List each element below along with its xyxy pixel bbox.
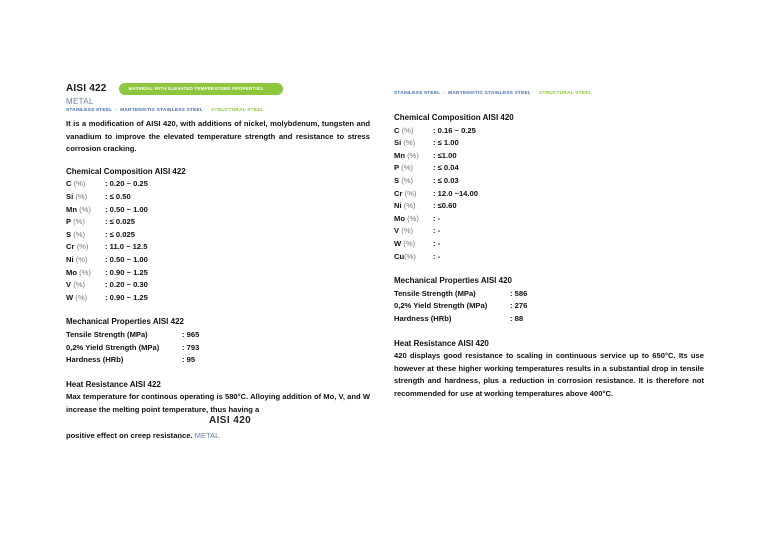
category-stainless-steel[interactable]: STAINLESS STEEL [66,108,113,113]
property-value: : 88 [510,313,524,323]
property-row [394,300,704,313]
element-symbol: S [66,229,72,239]
property-value: : 793 [182,342,200,352]
category-breadcrumb [394,90,704,98]
element-symbol: Si [394,138,402,148]
composition-row [394,225,704,238]
composition-value: : - [433,238,441,248]
composition-value: : ≤0.60 [433,201,457,211]
element-symbol: V [66,280,72,290]
composition-value: : 12.0 ~14.00 [433,188,478,198]
element-symbol: Ni [66,254,74,264]
heat-resistance-paragraph: 420 displays good resistance to scaling in continuous service up to 650°C. Its use however at these higher working temperatures results in a substantial drop in tensile strength and hardness, plus a reduction in corrosion resistance. It is therefore not recommended for use at working temperatures above 400°C. [394,351,704,398]
composition-value: : 0.20 ~ 0.25 [105,179,148,189]
element-symbol: V [394,226,400,236]
element-symbol: Ni [394,201,402,211]
element-symbol: Mn [66,204,77,214]
composition-row [394,251,704,264]
property-value: : 965 [182,329,200,339]
composition-value: : 0.50 ~ 1.00 [105,204,148,214]
composition-row [394,137,704,150]
property-label: 0,2% Yield Strength (MPa) [394,301,488,311]
composition-value: : - [433,251,441,261]
unit-label: (%) [75,254,88,264]
unit-label: (%) [73,179,86,189]
unit-label: (%) [79,204,91,214]
breadcrumb-separator: › [115,108,118,113]
property-label: Tensile Strength (MPa) [394,288,476,298]
unit-label: (%) [401,125,414,135]
breadcrumb-separator: › [443,91,446,96]
composition-value: : 11.0 ~ 12.5 [105,242,148,252]
composition-row [66,241,370,254]
property-row [66,342,370,355]
heat-resistance-title: Heat Resistance AISI 422 [66,379,161,389]
element-symbol: Cr [66,242,75,252]
unit-label: (%) [73,280,86,290]
composition-row [66,292,370,305]
mechanical-properties-list [66,329,370,367]
element-symbol: C [394,125,400,135]
category-martensitic-stainless-steel[interactable]: MARTENSITIC STAINLESS STEEL [448,91,532,96]
element-symbol: Si [66,191,74,201]
element-symbol: C [66,179,72,189]
category-breadcrumb [66,107,370,115]
intro-paragraph: It is a modification of AISI 420, with additions of nickel, molybdenum, tungsten and vanadium to improve the elevated temperature strength and resistance to stress corrosion cracking. [66,119,370,154]
composition-row [394,162,704,175]
property-label: Hardness (HRb) [66,355,124,365]
category-martensitic-stainless-steel[interactable]: MARTENSITIC STAINLESS STEEL [120,108,204,113]
element-symbol: Cu [394,251,405,261]
page-title: AISI 422 [66,82,107,94]
composition-value: : ≤ 0.03 [433,175,459,185]
property-label: Hardness (HRb) [394,313,452,323]
property-value: : 95 [182,355,196,365]
aisi-422-column [66,82,370,416]
unit-label: (%) [76,242,89,252]
header-row [66,82,370,96]
composition-value: : 0.20 ~ 0.30 [105,280,148,290]
unit-label: (%) [403,201,416,211]
unit-label: (%) [404,188,417,198]
composition-row [394,238,704,251]
composition-row [394,150,704,163]
mechanical-properties-list [394,288,704,326]
category-structural-steel[interactable]: STRUCTURAL STEEL [539,91,592,96]
unit-label: (%) [75,292,88,302]
composition-row [66,191,370,204]
unit-label: (%) [73,229,86,239]
unit-label: (%) [73,217,85,227]
chemical-composition-list [66,178,370,304]
element-symbol: Mo [66,267,77,277]
unit-label: (%) [79,267,91,277]
mechanical-properties-title: Mechanical Properties AISI 420 [394,276,512,286]
element-symbol: W [66,292,74,302]
property-value: : 586 [510,288,528,298]
chemical-composition-list [394,125,704,264]
composition-row [394,175,704,188]
composition-value: : 0.16 ~ 0.25 [433,125,476,135]
element-symbol: Mo [394,213,405,223]
composition-row [66,254,370,267]
composition-row [66,204,370,217]
unit-label: (%) [401,226,414,236]
heat-resistance-tail-text: positive effect on creep resistance. [66,431,193,440]
composition-value: : - [433,226,441,236]
composition-value: : ≤ 1.00 [433,138,459,148]
composition-row [394,200,704,213]
composition-row [66,216,370,229]
unit-label: (%) [401,175,414,185]
unit-label: (%) [75,191,88,201]
composition-row [394,125,704,138]
category-structural-steel[interactable]: STRUCTURAL STEEL [211,108,264,113]
unit-label: (%) [407,213,419,223]
element-symbol: P [66,217,71,227]
unit-label: (%) [403,238,416,248]
element-symbol: S [394,175,400,185]
composition-row [66,229,370,242]
unit-label: (%) [403,138,416,148]
property-row [66,329,370,342]
property-label: 0,2% Yield Strength (MPa) [66,342,160,352]
unit-label: (%) [404,251,416,261]
element-symbol: W [394,238,402,248]
metal-label: METAL [66,97,94,106]
composition-value: : ≤ 0.025 [105,217,135,227]
heat-resistance-tail [66,431,219,440]
chemical-composition-title: Chemical Composition AISI 420 [394,113,514,122]
aisi-420-overlay-title: AISI 420 [209,415,252,426]
composition-value: : ≤1.00 [433,150,457,160]
property-row [66,354,370,367]
mechanical-properties-title: Mechanical Properties AISI 422 [66,317,184,327]
composition-value: : 0.90 ~ 1.25 [105,292,148,302]
aisi-420-column [394,90,704,400]
category-stainless-steel[interactable]: STAINLESS STEEL [394,91,441,96]
unit-label: (%) [407,150,419,160]
unit-label: (%) [401,163,413,173]
composition-value: : ≤ 0.025 [105,229,135,239]
metal-label-small: METAL [194,431,220,440]
material-badge: MATERIAL WITH ELEVATED TEMPERATURE PROPERTIES [119,83,284,95]
property-value: : 276 [510,301,528,311]
property-row [394,288,704,301]
composition-row [394,188,704,201]
element-symbol: Mn [394,150,405,160]
composition-value: : 0.50 ~ 1.00 [105,254,148,264]
property-row [394,313,704,326]
composition-value: : 0.90 ~ 1.25 [105,267,148,277]
composition-value: : ≤ 0.04 [433,163,459,173]
chemical-composition-title: Chemical Composition AISI 422 [66,166,186,176]
element-symbol: Cr [394,188,403,198]
composition-row [66,267,370,280]
composition-row [66,279,370,292]
property-label: Tensile Strength (MPa) [66,329,148,339]
composition-row [66,178,370,191]
composition-value: : - [433,213,441,223]
heat-resistance-paragraph: Max temperature for continous operating is 580°C. Alloying addition of Mo, V, and W increase the melting point temperature, thus having a [66,392,370,414]
composition-value: : ≤ 0.50 [105,191,131,201]
heat-resistance-title: Heat Resistance AISI 420 [394,338,489,348]
element-symbol: P [394,163,399,173]
composition-row [394,213,704,226]
